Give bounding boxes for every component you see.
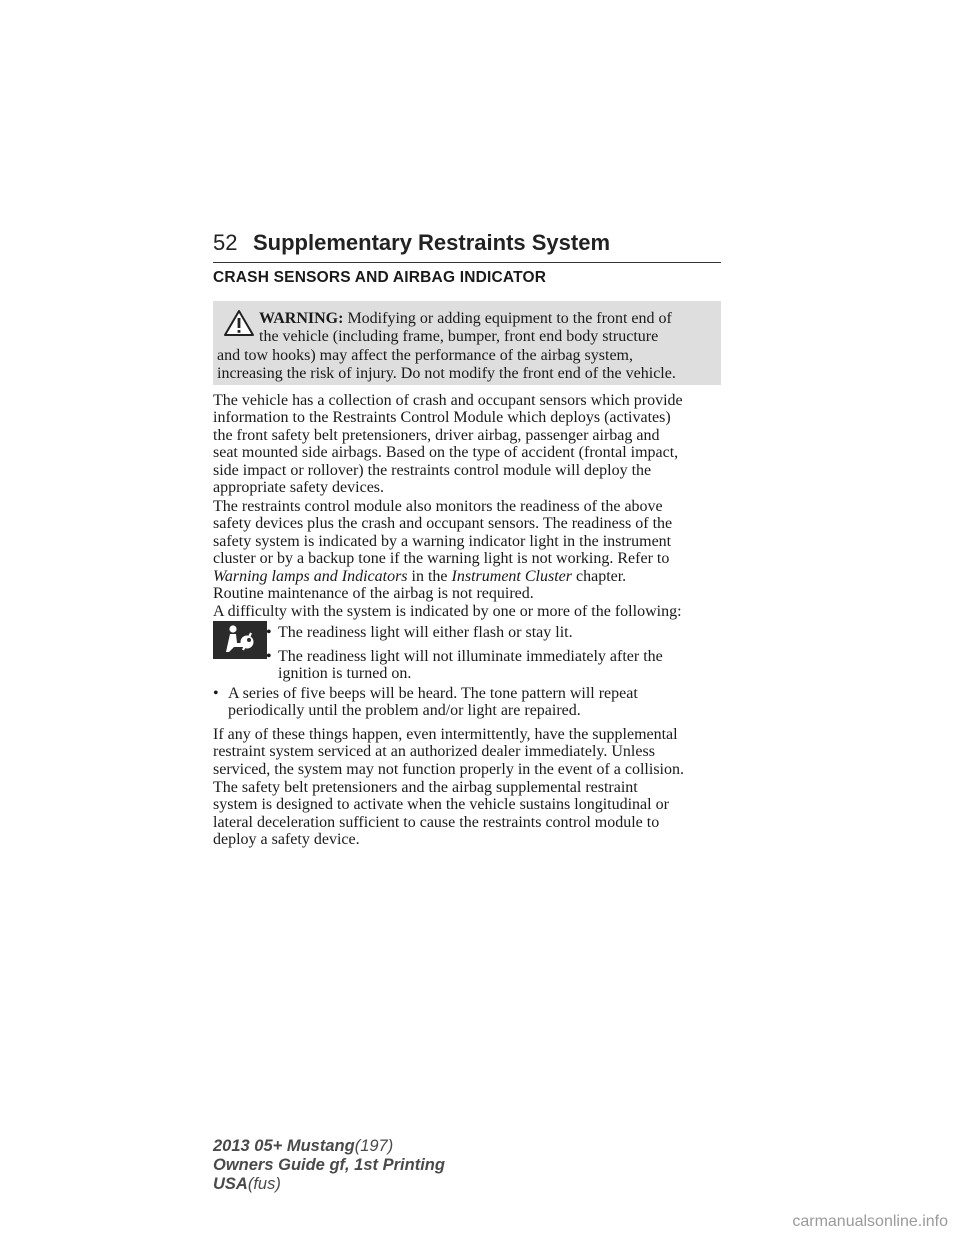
list-item: • The readiness light will not illuminate immediately after the ignition is turned on. — [266, 648, 663, 683]
page-header — [213, 226, 721, 263]
chapter-title: Supplementary Restraints System — [253, 230, 611, 255]
warning-line: increasing the risk of injury. Do not modify the front end of the vehicle. — [217, 365, 676, 382]
list-item: • The readiness light will either flash or stay lit. — [266, 624, 573, 641]
reference-instrument-cluster[interactable]: Instrument Cluster — [451, 567, 572, 585]
cross-reference-line: Warning lamps and Indicators in the Instrument Cluster chapter. — [213, 567, 627, 585]
warning-line: Modifying or adding equipment to the front end of — [347, 310, 672, 327]
print-footer: 2013 05+ Mustang(197) Owners Guide gf, 1st Printing USA(fus) — [213, 1137, 445, 1193]
watermark: carmanualsonline.info — [792, 1213, 948, 1230]
warning-line: the vehicle (including frame, bumper, front end body structure — [259, 328, 659, 345]
page-number: 52 — [213, 230, 238, 255]
paragraph-activation: The safety belt pretensioners and the airbag supplemental restraint system is designed to activate when the vehicle sustains longitudinal or lateral deceleration sufficient to cause the restraints control module to deploy a safety device. — [213, 779, 669, 849]
warning-box — [213, 301, 721, 385]
paragraph-difficulty-intro: A difficulty with the system is indicated by one or more of the following: — [213, 603, 682, 620]
list-item: • A series of five beeps will be heard. The tone pattern will repeat periodically until the problem and/or light are repaired. — [213, 685, 638, 720]
warning-line: and tow hooks) may affect the performance of the airbag system, — [217, 347, 633, 364]
section-title: CRASH SENSORS AND AIRBAG INDICATOR — [213, 269, 547, 286]
paragraph-sensors: The vehicle has a collection of crash and occupant sensors which provide information to the Restraints Control Module which deploys (activates) the front safety belt pretensioners, driver airbag, passenger airbag and seat mounted side airbags. Based on the type of accident (frontal impact, side impact or rollover) the restraints control module will deploy the appropriate safety devices. — [213, 392, 683, 497]
warning-label: WARNING: — [259, 310, 344, 327]
paragraph-monitoring: The restraints control module also monitors the readiness of the above safety devices plus the crash and occupant sensors. The readiness of the safety system is indicated by a warning indicator light in the instrument cluster or by a backup tone if the warning light is not working. Refer to Warning lamps and Indicators in the Instrument Cluster chapter. Routine maintenance of the airbag is not required. — [213, 498, 725, 602]
warning-triangle-icon — [223, 309, 255, 337]
airbag-indicator-icon — [213, 621, 267, 659]
paragraph-service: If any of these things happen, even intermittently, have the supplemental restraint system serviced at an authorized dealer immediately. Unless serviced, the system may not function properly in the event of a collision. — [213, 726, 684, 778]
reference-warning-lamps[interactable]: Warning lamps and Indicators — [213, 567, 408, 585]
